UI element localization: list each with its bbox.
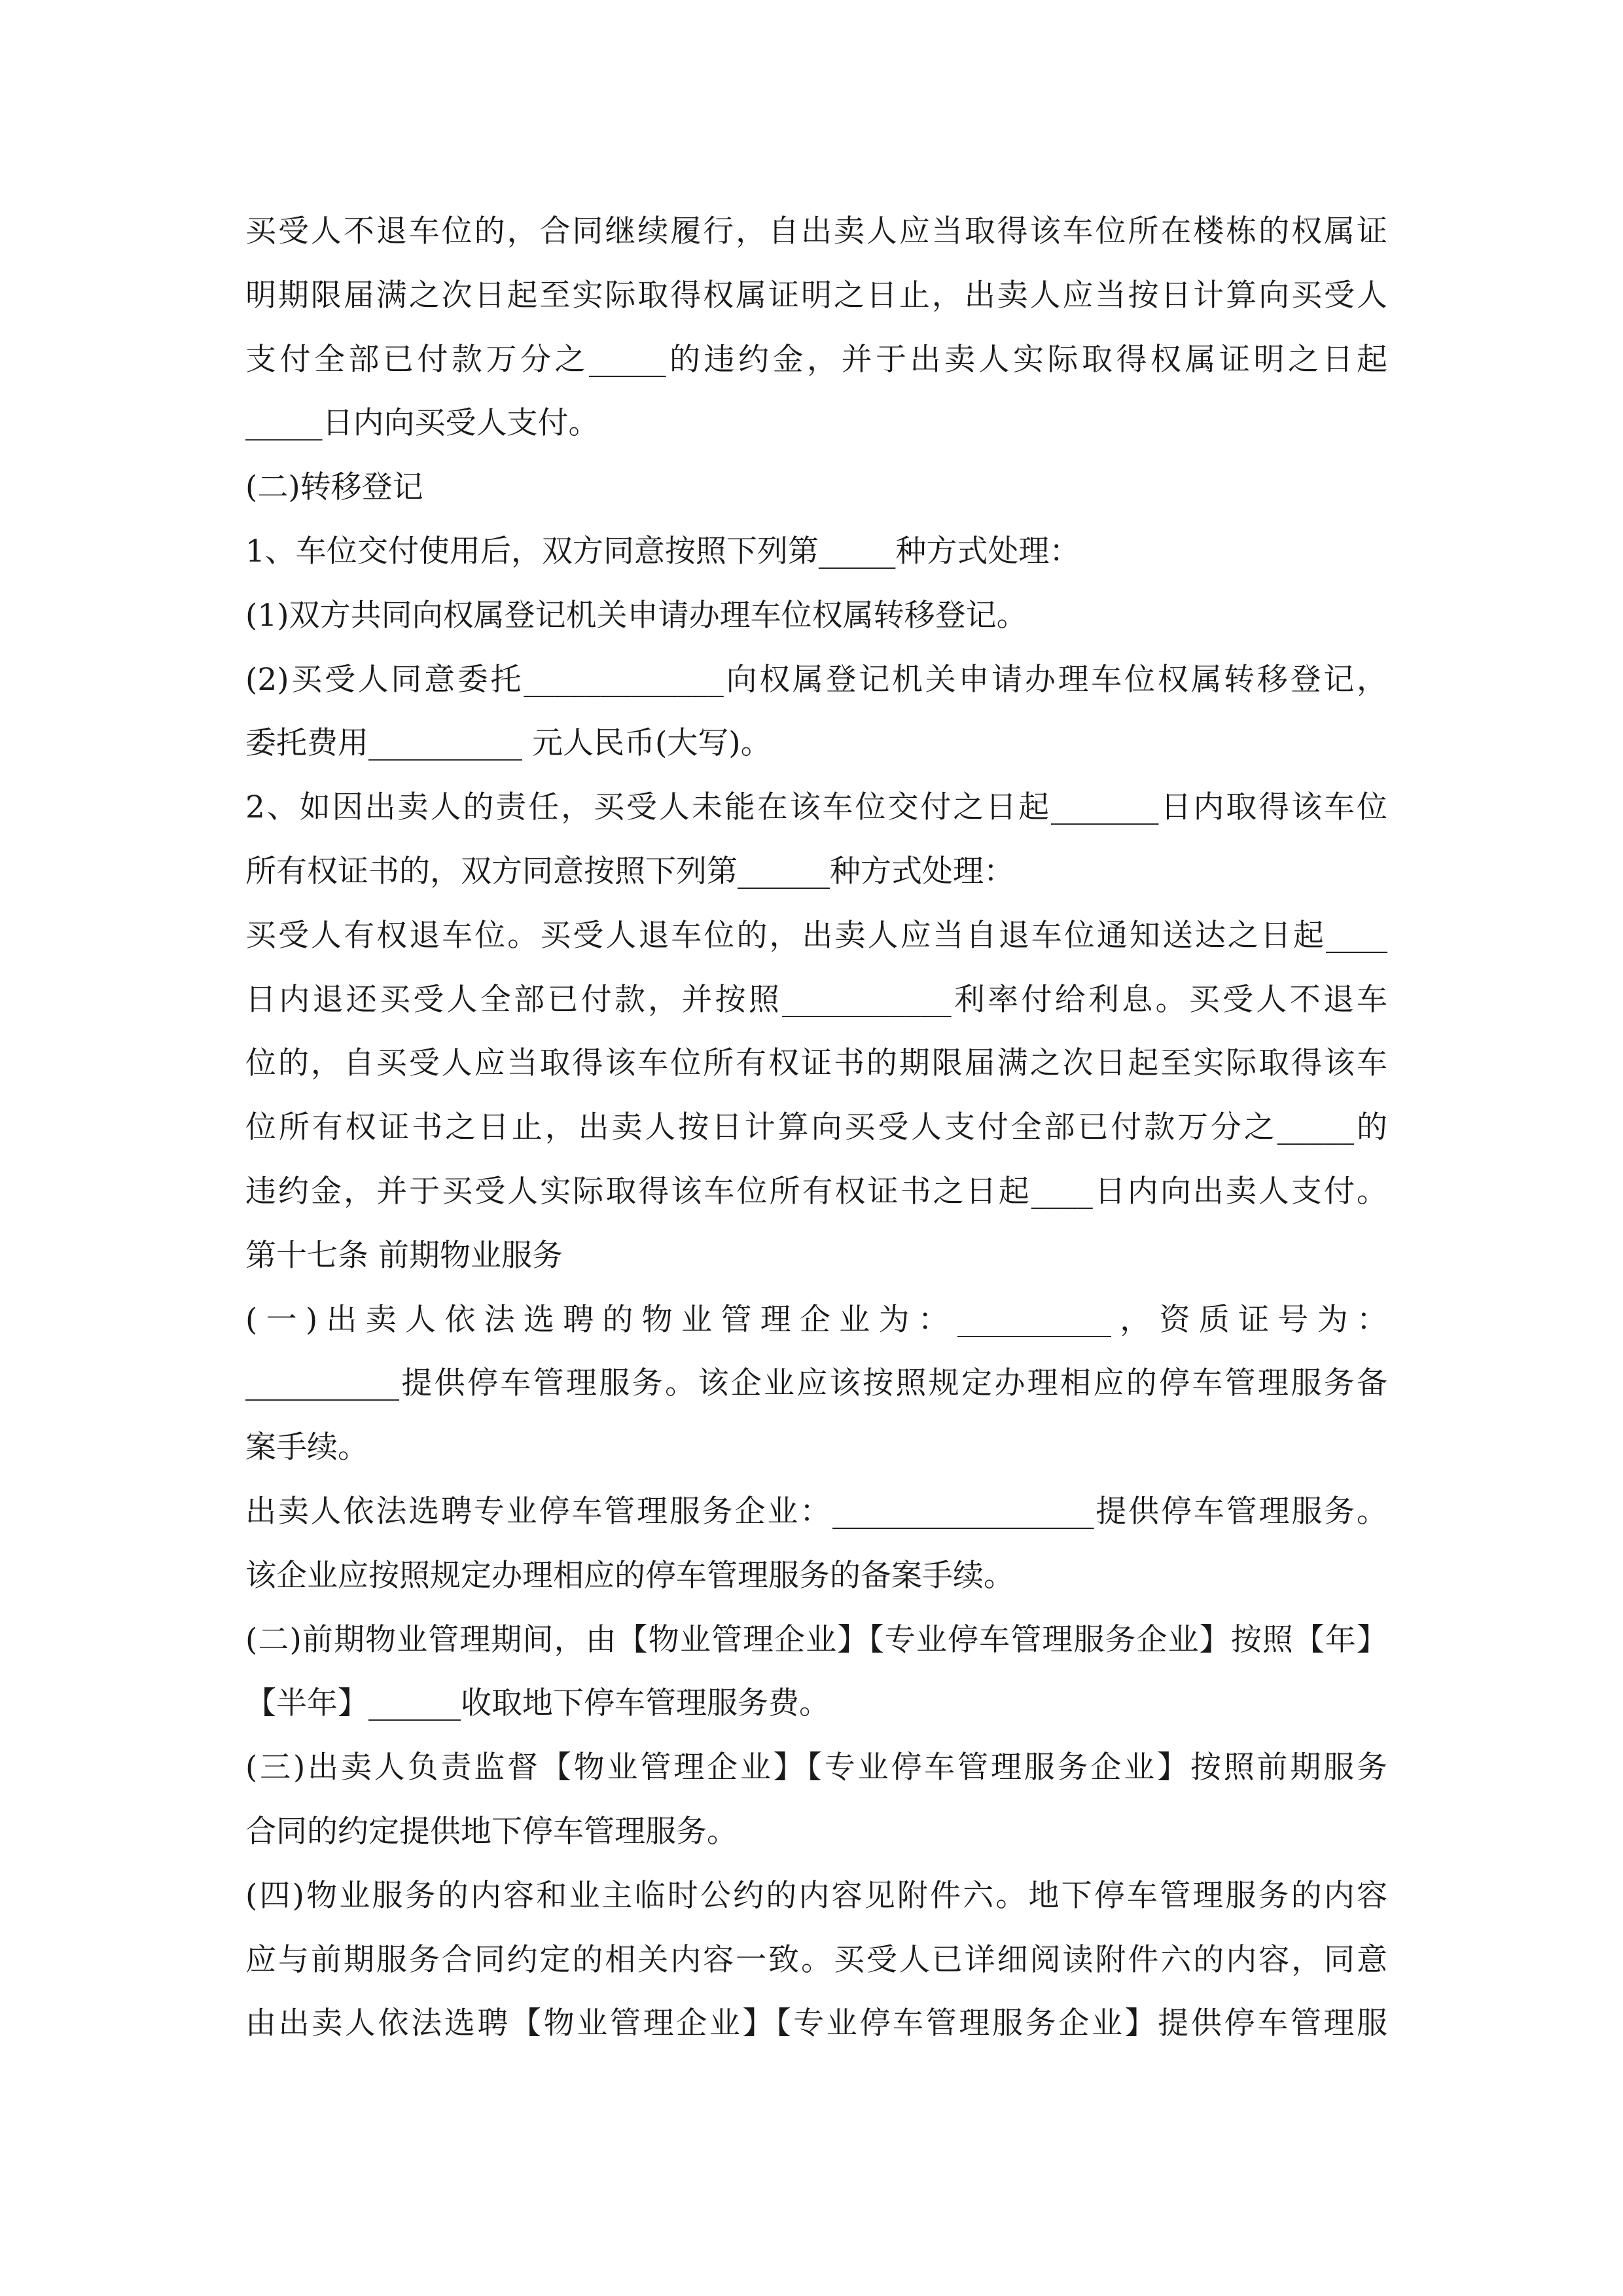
text-line: 该企业应按照规定办理相应的停车管理服务的备案手续。 (245, 1557, 1014, 1594)
text-line: 日内退还买受人全部已付款，并按照___________利率付给利息。买受人不退车 (245, 981, 1387, 1018)
text-line: 位所有权证书之日止，出卖人按日计算向买受人支付全部已付款万分之_____的 (245, 1109, 1387, 1146)
text-line: (四)物业服务的内容和业主临时公约的内容见附件六。地下停车管理服务的内容 (245, 1877, 1387, 1914)
text-line: (2)买受人同意委托_____________向权属登记机关申请办理车位权属转移登记， (245, 661, 1387, 698)
text-line: (三)出卖人负责监督【物业管理企业】【专业停车管理服务企业】按照前期服务 (245, 1749, 1387, 1786)
text-line: 所有权证书的，双方同意按照下列第______种方式处理： (245, 853, 1014, 889)
section-heading: (二)转移登记 (245, 469, 423, 506)
text-line: (二)前期物业管理期间，由【物业管理企业】【专业停车管理服务企业】按照【年】 (245, 1621, 1387, 1658)
text-line: (一)出卖人依法选聘的物业管理企业为：__________，资质证号为： (245, 1301, 1387, 1338)
text-line: 出卖人依法选聘专业停车管理服务企业：_________________提供停车管理服务。 (245, 1493, 1387, 1530)
text-line: 合同的约定提供地下停车管理服务。 (245, 1813, 738, 1850)
text-line: 买受人有权退车位。买受人退车位的，出卖人应当自退车位通知送达之日起____ (245, 917, 1387, 954)
text-line: _____日内向买受人支付。 (245, 405, 599, 442)
text-line: __________提供停车管理服务。该企业应该按照规定办理相应的停车管理服务备 (245, 1365, 1387, 1402)
article-heading: 第十七条 前期物业服务 (245, 1237, 563, 1274)
text-line: 【半年】______收取地下停车管理服务费。 (245, 1685, 830, 1722)
text-line: 买受人不退车位的，合同继续履行，自出卖人应当取得该车位所在楼栋的权属证 (245, 213, 1387, 249)
text-line: 明期限届满之次日起至实际取得权属证明之日止，出卖人应当按日计算向买受人 (245, 277, 1387, 314)
text-line: 位的，自买受人应当取得该车位所有权证书的期限届满之次日起至实际取得该车 (245, 1045, 1387, 1082)
text-line: 2、如因出卖人的责任，买受人未能在该车位交付之日起_______日内取得该车位 (245, 789, 1387, 826)
text-line: 应与前期服务合同约定的相关内容一致。买受人已详细阅读附件六的内容，同意 (245, 1941, 1387, 1978)
text-line: 案手续。 (245, 1429, 368, 1466)
text-line: 由出卖人依法选聘【物业管理企业】【专业停车管理服务企业】提供停车管理服 (245, 2005, 1387, 2042)
text-line: 违约金，并于买受人实际取得该车位所有权证书之日起____日内向出卖人支付。 (245, 1173, 1387, 1210)
text-line: 1、车位交付使用后，双方同意按照下列第_____种方式处理： (245, 533, 1080, 569)
contract-text-body (245, 200, 1387, 2056)
text-line: (1)双方共同向权属登记机关申请办理车位权属转移登记。 (245, 597, 1027, 634)
text-line: 支付全部已付款万分之_____的违约金，并于出卖人实际取得权属证明之日起 (245, 341, 1387, 378)
text-line: 委托费用__________ 元人民币(大写)。 (245, 725, 772, 762)
